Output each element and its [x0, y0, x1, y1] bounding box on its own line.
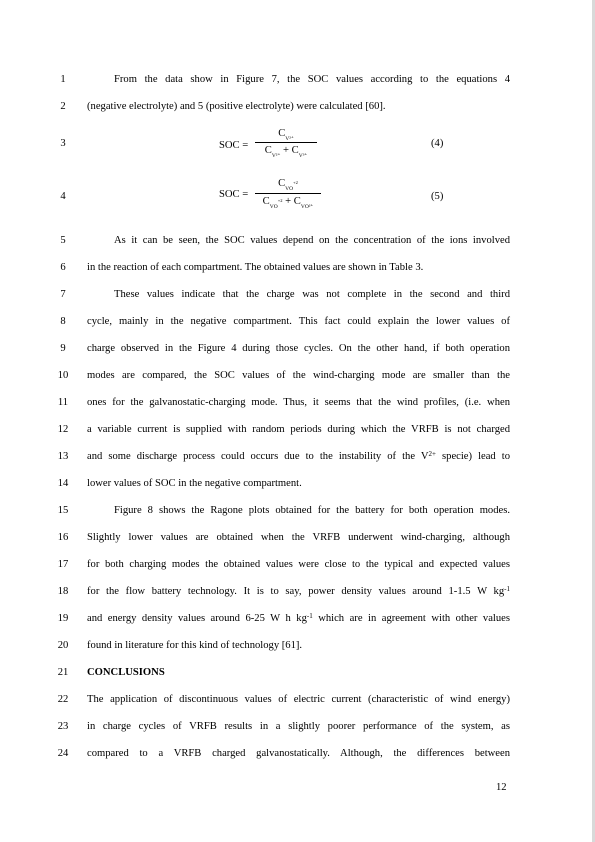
line-number: 12 [57, 424, 69, 435]
eq5-den-plus: + [282, 196, 294, 207]
line-number: 2 [60, 101, 66, 112]
line-number: 18 [57, 586, 69, 597]
line-number: 19 [57, 613, 69, 624]
line-number: 5 [60, 235, 66, 246]
text-line-8: cycle, mainly in the negative compartment. This fact could explain the lower values of [87, 316, 510, 327]
line-number: 6 [60, 262, 66, 273]
text-line-18-a: for the flow battery technology. It is to say, power density values around 1-1.5 W kg [87, 586, 505, 597]
equation-4-lhs: SOC = [219, 140, 249, 151]
eq5-den-sub2: VO²⁺ [300, 204, 314, 210]
eq5-den-c2: C [293, 196, 301, 207]
line-number: 9 [60, 343, 66, 354]
equation-5-fraction [255, 178, 321, 212]
eq5-den-sub1: VO [269, 204, 278, 210]
equation-4-denominator [255, 145, 317, 158]
line-number: 16 [57, 532, 69, 543]
equation-5-denominator [255, 196, 321, 209]
text-line-19-superscript: -1 [306, 612, 313, 620]
equation-4-fraction [255, 128, 317, 160]
text-line-12: a variable current is supplied with random periods during which the VRFB is not charged [87, 424, 510, 435]
text-line-15: Figure 8 shows the Ragone plots obtained for the battery for both operation modes. [114, 505, 510, 516]
text-line-7: These values indicate that the charge was not complete in the second and third [114, 289, 510, 300]
text-line-19-a: and energy density values around 6-25 W h kg [87, 613, 307, 624]
equation-5-fraction-bar [255, 193, 321, 194]
text-line-19 [87, 612, 510, 626]
equation-4-numerator [255, 128, 317, 141]
line-number: 10 [57, 370, 69, 381]
text-line-11: ones for the galvanostatic-charging mode. Thus, it seems that the wind profiles, (i.e. when [87, 397, 510, 408]
equation-5-numerator [255, 178, 321, 191]
eq4-den-c1: C [264, 145, 272, 156]
text-line-13-a: and some discharge process could occurs due to the instability of the V [87, 451, 429, 462]
text-line-10: modes are compared, the SOC values of the wind-charging mode are smaller than the [87, 370, 510, 381]
line-number: 14 [57, 478, 69, 489]
eq4-den-plus: + [280, 145, 292, 156]
line-number: 1 [60, 74, 66, 85]
text-line-18-superscript: -1 [504, 585, 510, 593]
equation-4-number: (4) [431, 138, 444, 149]
line-number: 3 [60, 138, 66, 149]
line-number: 24 [57, 748, 69, 759]
line-number: 8 [60, 316, 66, 327]
text-line-2: (negative electrolyte) and 5 (positive electrolyte) were calculated [60]. [87, 101, 386, 112]
line-number: 13 [57, 451, 69, 462]
text-line-13-b: specie) lead to [436, 451, 510, 462]
eq5-num-subsup: +2 [293, 180, 298, 185]
eq4-den-c2: C [291, 145, 299, 156]
eq4-den-sub1: V²⁺ [271, 153, 281, 159]
eq4-den-sub2: V³⁺ [298, 153, 308, 159]
eq4-num-sub: V²⁺ [285, 136, 294, 142]
line-number: 4 [60, 191, 66, 202]
text-line-6: in the reaction of each compartment. The obtained values are shown in Table 3. [87, 262, 424, 273]
text-line-19-b: which are in agreement with other values [312, 613, 510, 624]
line-number: 7 [60, 289, 66, 300]
line-number: 23 [57, 721, 69, 732]
line-number: 20 [57, 640, 69, 651]
eq4-num-c: C [278, 128, 286, 139]
section-heading-conclusions: CONCLUSIONS [87, 667, 165, 678]
text-line-24: compared to a VRFB charged galvanostatically. Although, the differences between [87, 748, 510, 759]
equation-5-lhs: SOC = [219, 189, 249, 200]
line-number: 22 [57, 694, 69, 705]
eq5-den-c1: C [262, 196, 270, 207]
eq5-num-c: C [278, 178, 286, 189]
text-line-5: As it can be seen, the SOC values depend on the concentration of the ions involved [114, 235, 510, 246]
text-line-17: for both charging modes the obtained values were close to the typical and expected values [87, 559, 510, 570]
text-line-18 [87, 585, 510, 599]
text-line-16: Slightly lower values are obtained when the VRFB underwent wind-charging, although [87, 532, 510, 543]
line-number: 11 [57, 397, 69, 408]
line-number: 15 [57, 505, 69, 516]
equation-5-number: (5) [431, 191, 444, 202]
line-number: 21 [57, 667, 69, 678]
eq5-num-sub: VO [285, 186, 294, 192]
text-line-23: in charge cycles of VRFB results in a slightly poorer performance of the system, as [87, 721, 510, 732]
text-line-14: lower values of SOC in the negative compartment. [87, 478, 302, 489]
line-number: 17 [57, 559, 69, 570]
equation-4-fraction-bar [255, 142, 317, 143]
text-line-22: The application of discontinuous values of electric current (characteristic of wind energy) [87, 694, 510, 705]
text-line-13-superscript: 2+ [428, 450, 436, 458]
eq5-den-subsup1: +2 [277, 198, 283, 203]
text-line-20: found in literature for this kind of technology [61]. [87, 640, 303, 651]
text-line-13 [87, 450, 510, 464]
text-line-1: From the data show in Figure 7, the SOC values according to the equations 4 [114, 74, 510, 85]
text-line-9: charge observed in the Figure 4 during those cycles. On the other hand, if both operation [87, 343, 510, 354]
page-number: 12 [496, 782, 507, 793]
